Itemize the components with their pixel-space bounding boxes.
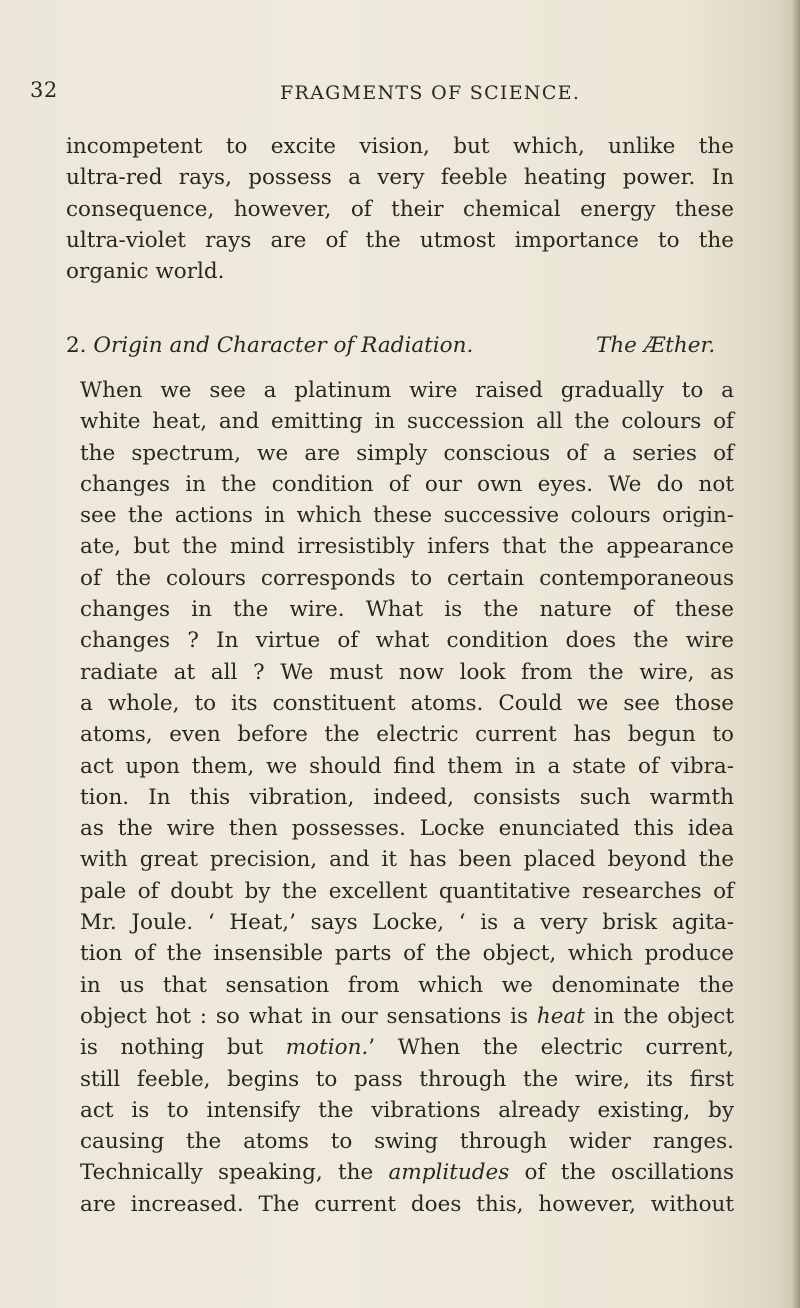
section-subtitle: The Æther. <box>596 333 716 358</box>
text-line: a whole, to its constituent atoms. Could we see those <box>80 690 734 716</box>
text-line: still feeble, begins to pass through the wire, its first <box>80 1066 734 1092</box>
text-line: ultra-red rays, possess a very feeble heating power. In <box>66 165 734 191</box>
text-line: ate, but the mind irresistibly infers that the appearance <box>80 534 734 560</box>
text-line: see the actions in which these successive colours origin- <box>80 503 734 529</box>
text-line: causing the atoms to swing through wider ranges. <box>80 1129 734 1155</box>
text-line: consequence, however, of their chemical energy these <box>66 196 734 222</box>
text-line: act upon them, we should find them in a state of vibra- <box>80 753 734 779</box>
text-line: changes in the condition of our own eyes. We do not <box>80 471 734 497</box>
paragraph-1 <box>66 131 734 287</box>
page-edge-shadow <box>792 0 800 1308</box>
text-line: the spectrum, we are simply conscious of a series of <box>80 440 734 466</box>
text-line: changes ? In virtue of what condition does the wire <box>80 628 734 654</box>
text-run: Technically speaking, the <box>80 1160 389 1186</box>
text-line <box>66 1157 734 1188</box>
text-run: in the object <box>584 1003 734 1029</box>
text-line: of the colours corresponds to certain contemporaneous <box>80 565 734 591</box>
text-run: of the oscillations <box>509 1160 734 1186</box>
section-number: 2. <box>66 333 87 358</box>
text-line: in us that sensation from which we denominate the <box>80 972 734 998</box>
text-line <box>66 1032 734 1063</box>
text-line: atoms, even before the electric current has begun to <box>80 722 734 748</box>
running-head: FRAGMENTS OF SCIENCE. <box>280 82 581 104</box>
paragraph-2 <box>66 375 734 1220</box>
italic-run: motion. <box>285 1035 369 1061</box>
text-line: are increased. The current does this, however, without <box>80 1191 734 1217</box>
text-line: When we see a platinum wire raised gradually to a <box>80 378 734 403</box>
text-line: with great precision, and it has been placed beyond the <box>80 847 734 873</box>
text-line: act is to intensify the vibrations already existing, by <box>80 1097 734 1123</box>
page-number: 32 <box>30 78 58 102</box>
italic-run: heat <box>536 1003 585 1029</box>
text-run: is nothing but <box>80 1035 286 1061</box>
page-header <box>0 78 800 112</box>
text-line: pale of doubt by the excellent quantitative researches of <box>80 878 734 904</box>
text-line: radiate at all ? We must now look from the wire, as <box>80 659 734 685</box>
section-heading <box>66 330 734 361</box>
section-title: Origin and Character of Radiation. <box>93 333 474 358</box>
text-line <box>66 1001 734 1032</box>
text-run: ’ When the electric current, <box>368 1035 734 1061</box>
text-line: as the wire then possesses. Locke enunciated this idea <box>80 816 734 842</box>
italic-run: amplitudes <box>388 1160 510 1186</box>
text-run: object hot : so what in our sensations is <box>80 1003 537 1029</box>
text-line: Mr. Joule. ‘ Heat,’ says Locke, ‘ is a very brisk agita- <box>80 910 734 936</box>
text-line: organic world. <box>66 259 225 285</box>
text-line: tion. In this vibration, indeed, consists such warmth <box>80 784 734 810</box>
text-line: changes in the wire. What is the nature of these <box>80 597 734 623</box>
text-line: incompetent to excite vision, but which, unlike the <box>66 134 734 159</box>
text-line: tion of the insensible parts of the object, which produce <box>80 941 734 967</box>
text-line: ultra-violet rays are of the utmost importance to the <box>66 227 734 253</box>
text-line: white heat, and emitting in succession all the colours of <box>80 409 734 435</box>
